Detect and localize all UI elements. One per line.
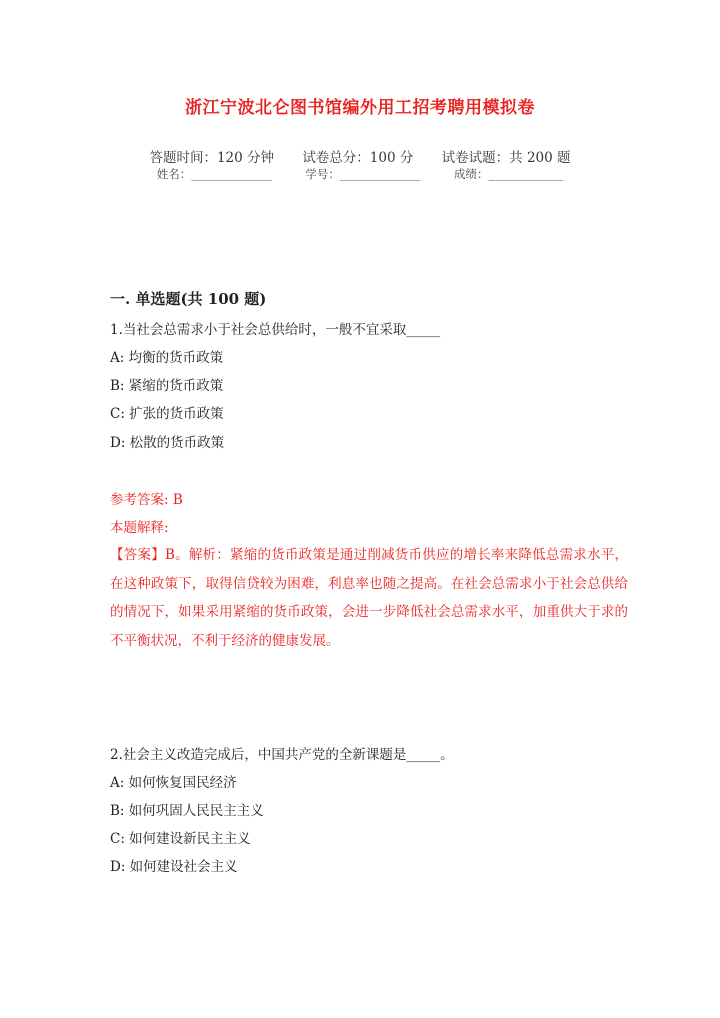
explain-tag: 【答案】 bbox=[110, 547, 165, 563]
question-1-answer: 参考答案: B bbox=[110, 492, 183, 508]
question-2-stem: 2.社会主义改造完成后，中国共产党的全新课题是_____。 bbox=[110, 747, 454, 763]
question-2-option-c: C: 如何建设新民主主义 bbox=[110, 831, 251, 847]
question-2-option-a: A: 如何恢复国民经济 bbox=[110, 775, 237, 791]
exam-time: 答题时间：120 分钟 bbox=[149, 150, 275, 166]
question-2-option-b: B: 如何巩固人民民主主义 bbox=[110, 803, 264, 819]
question-1-option-a: A: 均衡的货币政策 bbox=[110, 350, 224, 366]
question-1-option-b: B: 紧缩的货币政策 bbox=[110, 378, 224, 394]
exam-question-count: 试卷试题：共 200 题 bbox=[441, 150, 571, 166]
name-field: 姓名：______________ bbox=[156, 167, 272, 181]
student-fields bbox=[0, 166, 720, 182]
question-1-option-d: D: 松散的货币政策 bbox=[110, 435, 225, 451]
question-2-option-d: D: 如何建设社会主义 bbox=[110, 859, 238, 875]
exam-total-score: 试卷总分：100 分 bbox=[302, 150, 414, 166]
question-1-option-c: C: 扩张的货币政策 bbox=[110, 406, 224, 422]
question-1-explain-label: 本题解释: bbox=[110, 520, 169, 536]
exam-title: 浙江宁波北仑图书馆编外用工招考聘用模拟卷 bbox=[185, 98, 535, 118]
exam-meta bbox=[0, 146, 720, 166]
section-heading: 一. 单选题(共 100 题) bbox=[110, 290, 267, 308]
question-1-explanation bbox=[110, 541, 628, 655]
explain-text: B。解析：紧缩的货币政策是通过削减货币供应的增长率来降低总需求水平，在这种政策下，取得信贷较为困难，利息率也随之提高。在社会总需求小于社会总供给的情况下，如果采用紧缩的货币政策，会进一步降低社会总需求水平，加重供大于求的不平衡状况，不利于经济的健康发展。 bbox=[110, 547, 629, 649]
question-1-stem: 1.当社会总需求小于社会总供给时，一般不宜采取_____ bbox=[110, 322, 441, 338]
score-field: 成绩：_____________ bbox=[454, 167, 564, 181]
id-field: 学号：______________ bbox=[305, 167, 421, 181]
